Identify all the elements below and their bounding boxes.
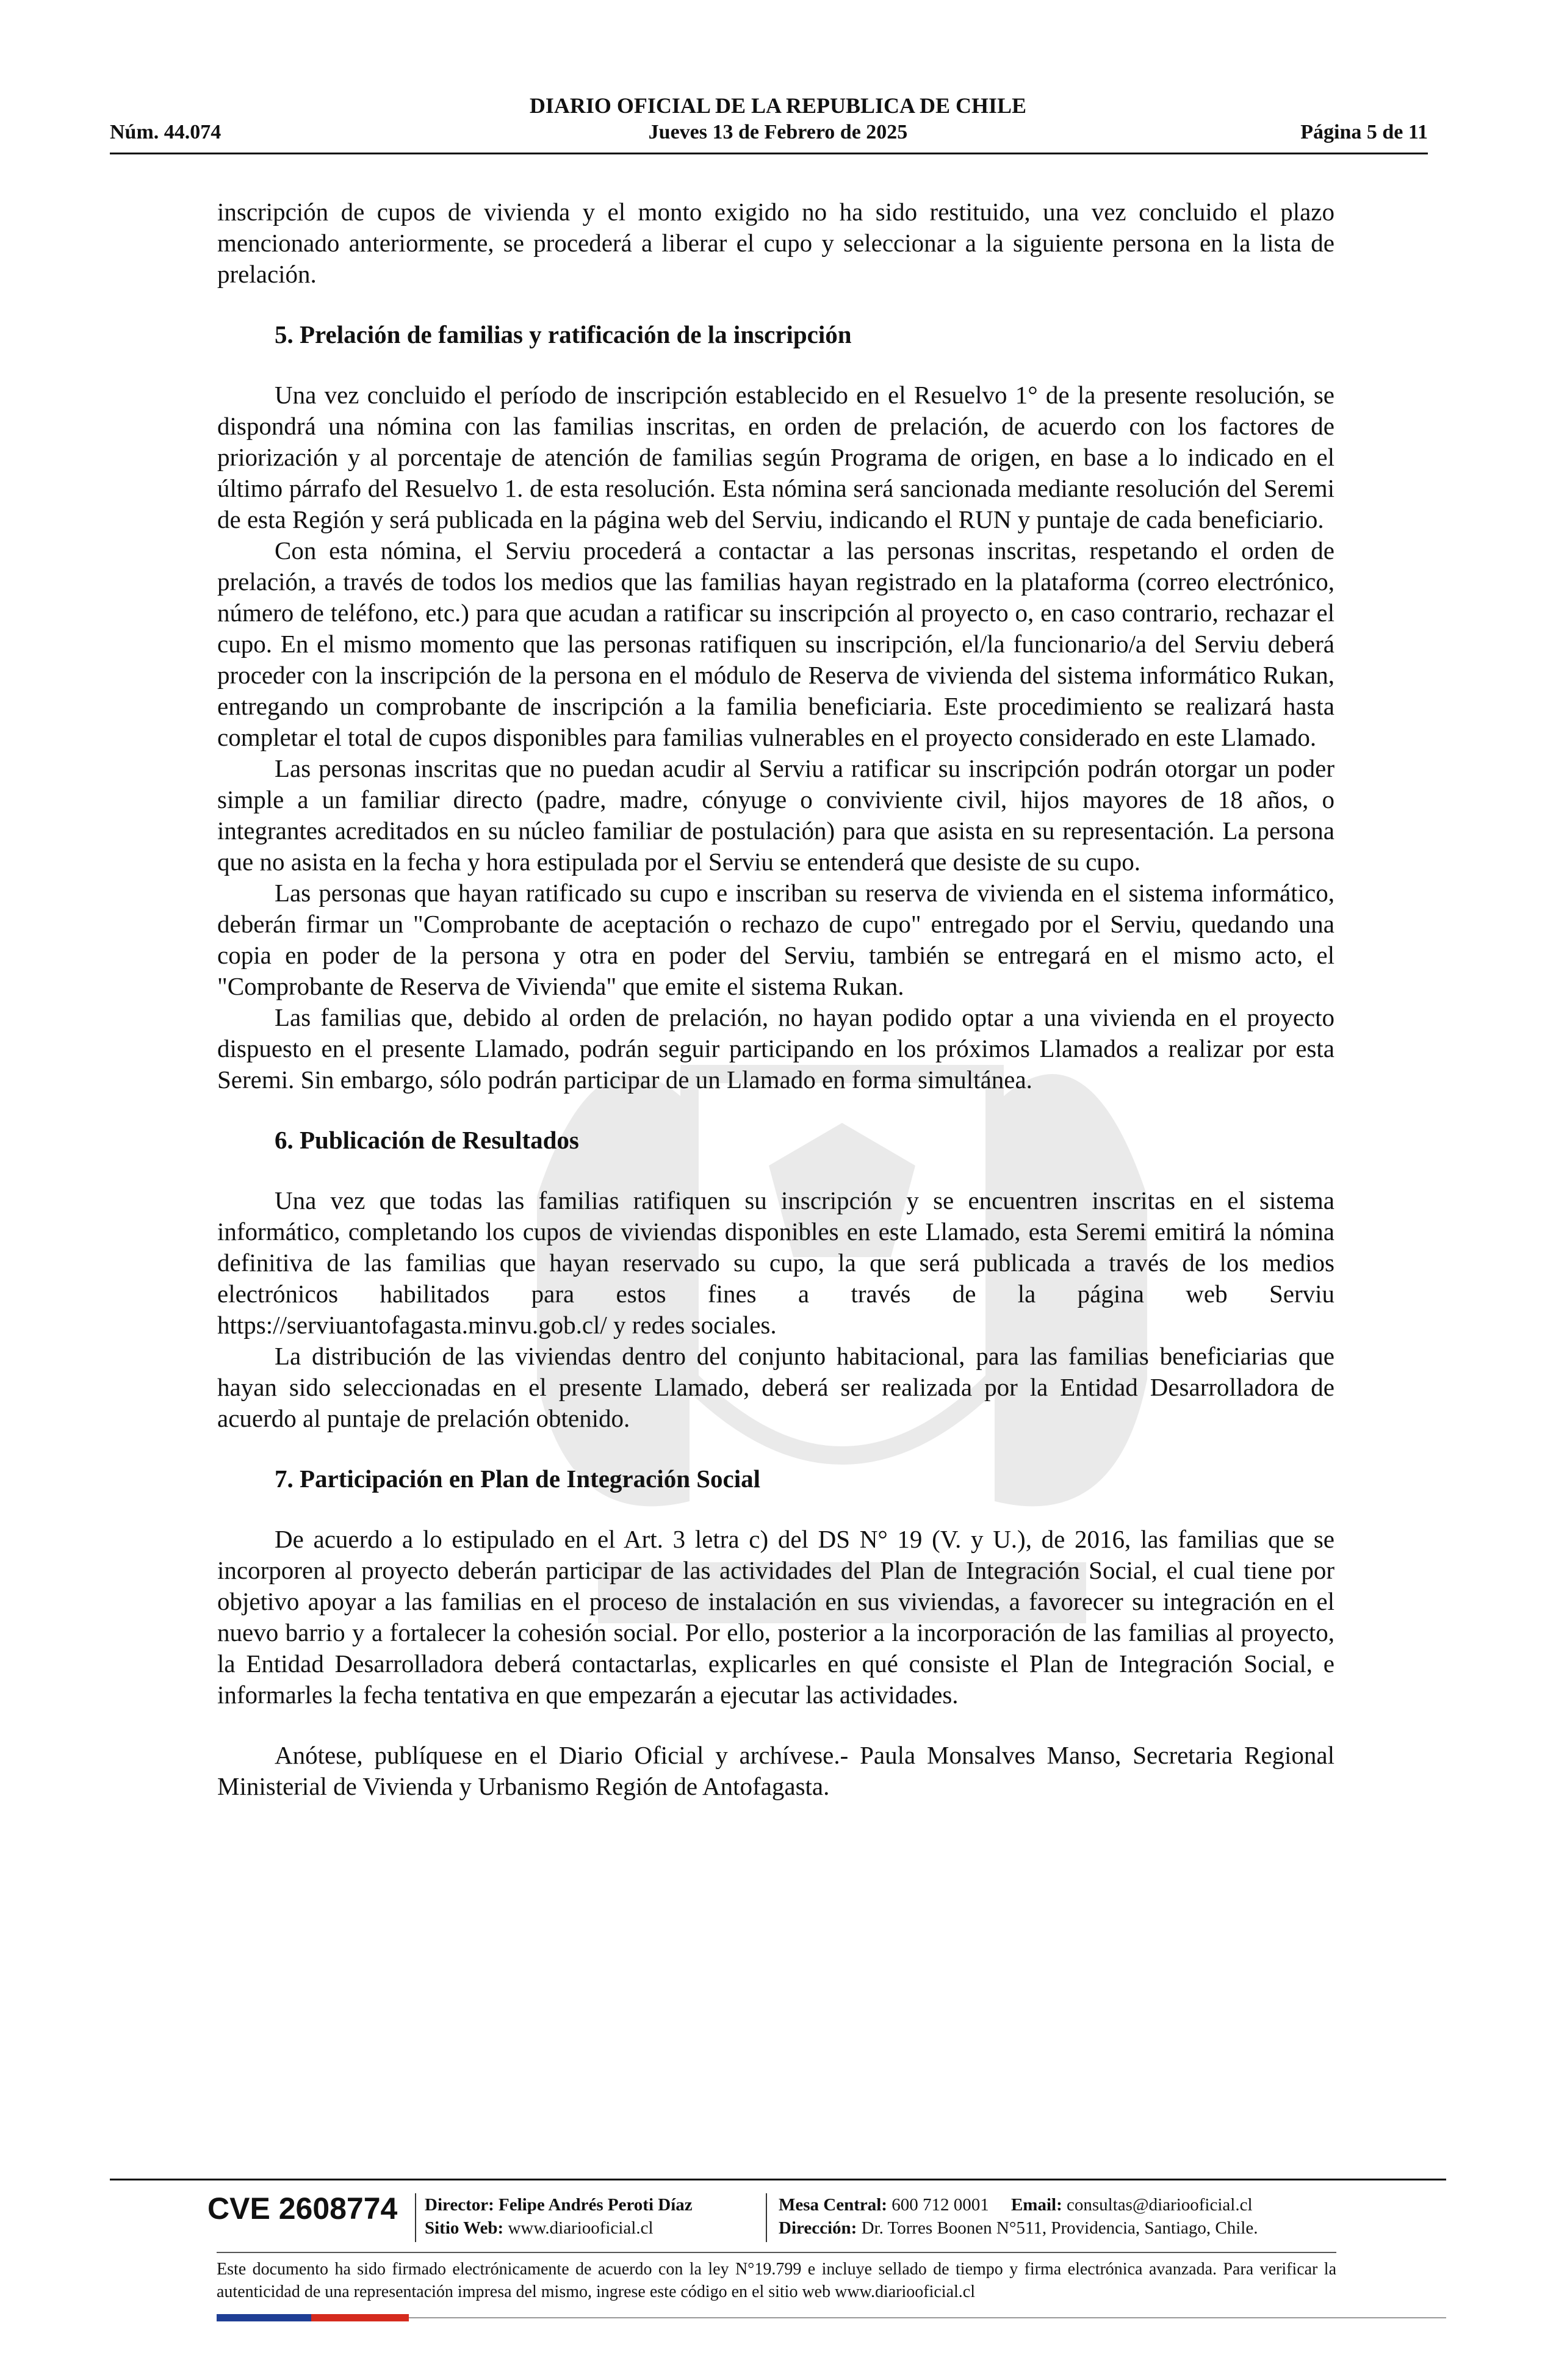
website-line	[425, 2216, 654, 2240]
section-6-paragraph-2: La distribución de las viviendas dentro del conjunto habitacional, para las familias beneficiarias que hayan sido seleccionadas en el presente Llamado, deberá ser realizada por la Entidad Desarrolladora de acuerdo al puntaje de prelación obtenido.	[217, 1342, 1334, 1432]
issue-number: Núm. 44.074	[110, 121, 222, 143]
section-5-paragraph-5: Las familias que, debido al orden de prelación, no hayan podido optar a una vivienda en el proyecto dispuesto en el presente Llamado, podrán seguir participando en los próximos Llamados a realizar por esta Seremi. Sin embargo, sólo podrán participar de un Llamado en forma simultánea.	[217, 1003, 1334, 1094]
section-5-paragraph-2: Con esta nómina, el Serviu procederá a contactar a las personas inscritas, respetando el orden de prelación, a través de todos los medios que las familias hayan registrado en la plataforma (correo electrónico, número de teléfono, etc.) para que acudan a ratificar su inscripción al proyecto o, en caso contrario, rechazar el cupo. En el mismo momento que las personas ratifiquen su inscripción, el/la funcionario/a del Serviu deberá proceder con la inscripción de la persona en el módulo de Reserva de vivienda del sistema informático Rukan, entregando un comprobante de inscripción a la familia beneficiaria. Este procedimiento se realizará hasta completar el total de cupos disponibles para familias vulnerables en el proyecto considerado en este Llamado.	[217, 536, 1334, 751]
address-label: Dirección:	[779, 2218, 857, 2238]
contact-line	[779, 2193, 1253, 2216]
section-5-paragraph-1: Una vez concluido el período de inscripción establecido en el Resuelvo 1° de la presente resolución, se dispondrá una nómina con las familias inscritas, en orden de prelación, de acuerdo con los factores de priorización y al porcentaje de atención de familias según Programa de origen, en base a lo indicado en el último párrafo del Resuelvo 1. de esta resolución. Esta nómina será sancionada mediante resolución del Seremi de esta Región y será publicada en la página web del Serviu, indicando el RUN y puntaje de cada beneficiario.	[217, 381, 1334, 533]
legal-notice: Este documento ha sido firmado electrónicamente de acuerdo con la ley N°19.799 e incluye sellado de tiempo y firma electrónica avanzada. Para verificar la autenticidad de una representación impresa del mismo, ingrese este código en el sitio web www.diariooficial.cl	[217, 2260, 1336, 2301]
director-line	[425, 2193, 693, 2216]
cve-code: CVE 2608774	[207, 2191, 398, 2226]
mesa-label: Mesa Central:	[779, 2195, 887, 2215]
gazette-title: DIARIO OFICIAL DE LA REPUBLICA DE CHILE	[529, 93, 1027, 118]
footer-legal-divider	[217, 2252, 1336, 2253]
flag-blue-segment	[217, 2314, 311, 2321]
footer-divider	[110, 2179, 1446, 2180]
header-divider	[110, 153, 1428, 154]
continuation-paragraph: inscripción de cupos de vivienda y el monto exigido no ha sido restituido, una vez concluido el plazo mencionado anteriormente, se procederá a liberar el cupo y seleccionar a la siguiente persona en la lista de prelación.	[217, 198, 1334, 288]
email-label: Email:	[1010, 2195, 1062, 2215]
address-value: Dr. Torres Boonen N°511, Providencia, Santiago, Chile.	[861, 2218, 1258, 2238]
footer-bottom-rule	[409, 2317, 1446, 2318]
website-label: Sitio Web:	[425, 2218, 504, 2238]
website-link[interactable]: www.diariooficial.cl	[508, 2218, 654, 2238]
closing-paragraph: Anótese, publíquese en el Diario Oficial y archívese.- Paula Monsalves Manso, Secretaria Regional Ministerial de Vivienda y Urbanismo Región de Antofagasta.	[217, 1741, 1334, 1800]
email-link[interactable]: consultas@diariooficial.cl	[1067, 2195, 1253, 2215]
document-body	[217, 197, 1334, 1802]
section-6-paragraph-1: Una vez que todas las familias ratifiquen su inscripción y se encuentren inscritas en el sistema informático, completando los cupos de viviendas disponibles en este Llamado, esta Seremi emitirá la nómina definitiva de las familias que hayan reservado su cupo, la que será publicada a través de los medios electrónicos habilitados para estos fines a través de la página web Serviu https://serviuantofagasta.minvu.gob.cl/ y redes sociales.	[217, 1186, 1334, 1339]
address-line	[779, 2216, 1258, 2240]
footer-separator	[415, 2193, 416, 2242]
director-label: Director:	[425, 2195, 494, 2215]
issue-date: Jueves 13 de Febrero de 2025	[648, 121, 908, 143]
section-5-paragraph-4: Las personas que hayan ratificado su cupo e inscriban su reserva de vivienda en el sistema informático, deberán firmar un "Comprobante de aceptación o rechazo de cupo" entregado por el Serviu, quedando una copia en poder de la persona y otra en poder del Serviu, también se entregará en el mismo acto, el "Comprobante de Reserva de Vivienda" que emite el sistema Rukan.	[217, 879, 1334, 1000]
flag-red-segment	[311, 2314, 409, 2321]
section-5-paragraph-3: Las personas inscritas que no puedan acudir al Serviu a ratificar su inscripción podrán otorgar un poder simple a un familiar directo (padre, madre, cónyuge o conviviente civil, hijos mayores de 18 años, o integrantes acreditados en su núcleo familiar de postulación) para que asista en su representación. La persona que no asista en la fecha y hora estipulada por el Serviu se entenderá que desiste de su cupo.	[217, 754, 1334, 876]
page-number: Página 5 de 11	[1300, 121, 1428, 143]
section-7-heading: 7. Participación en Plan de Integración Social	[275, 1465, 761, 1493]
flag-stripe	[217, 2314, 409, 2321]
footer-separator	[766, 2193, 767, 2242]
section-6-heading: 6. Publicación de Resultados	[275, 1126, 579, 1154]
director-name: Felipe Andrés Peroti Díaz	[499, 2195, 693, 2215]
section-7-paragraph-1: De acuerdo a lo estipulado en el Art. 3 letra c) del DS N° 19 (V. y U.), de 2016, las familias que se incorporen al proyecto deberán participar de las actividades del Plan de Integración Social, el cual tiene por objetivo apoyar a las familias en el proceso de instalación en sus viviendas, a favorecer su integración en el nuevo barrio y a fortalecer la cohesión social. Por ello, posterior a la incorporación de las familias al proyecto, la Entidad Desarrolladora deberá contactarlas, explicarles en qué consiste el Plan de Integración Social, e informarles la fecha tentativa en que empezarán a ejecutar las actividades.	[217, 1525, 1334, 1709]
section-5-heading: 5. Prelación de familias y ratificación de la inscripción	[275, 320, 852, 348]
mesa-phone: 600 712 0001	[891, 2195, 989, 2215]
